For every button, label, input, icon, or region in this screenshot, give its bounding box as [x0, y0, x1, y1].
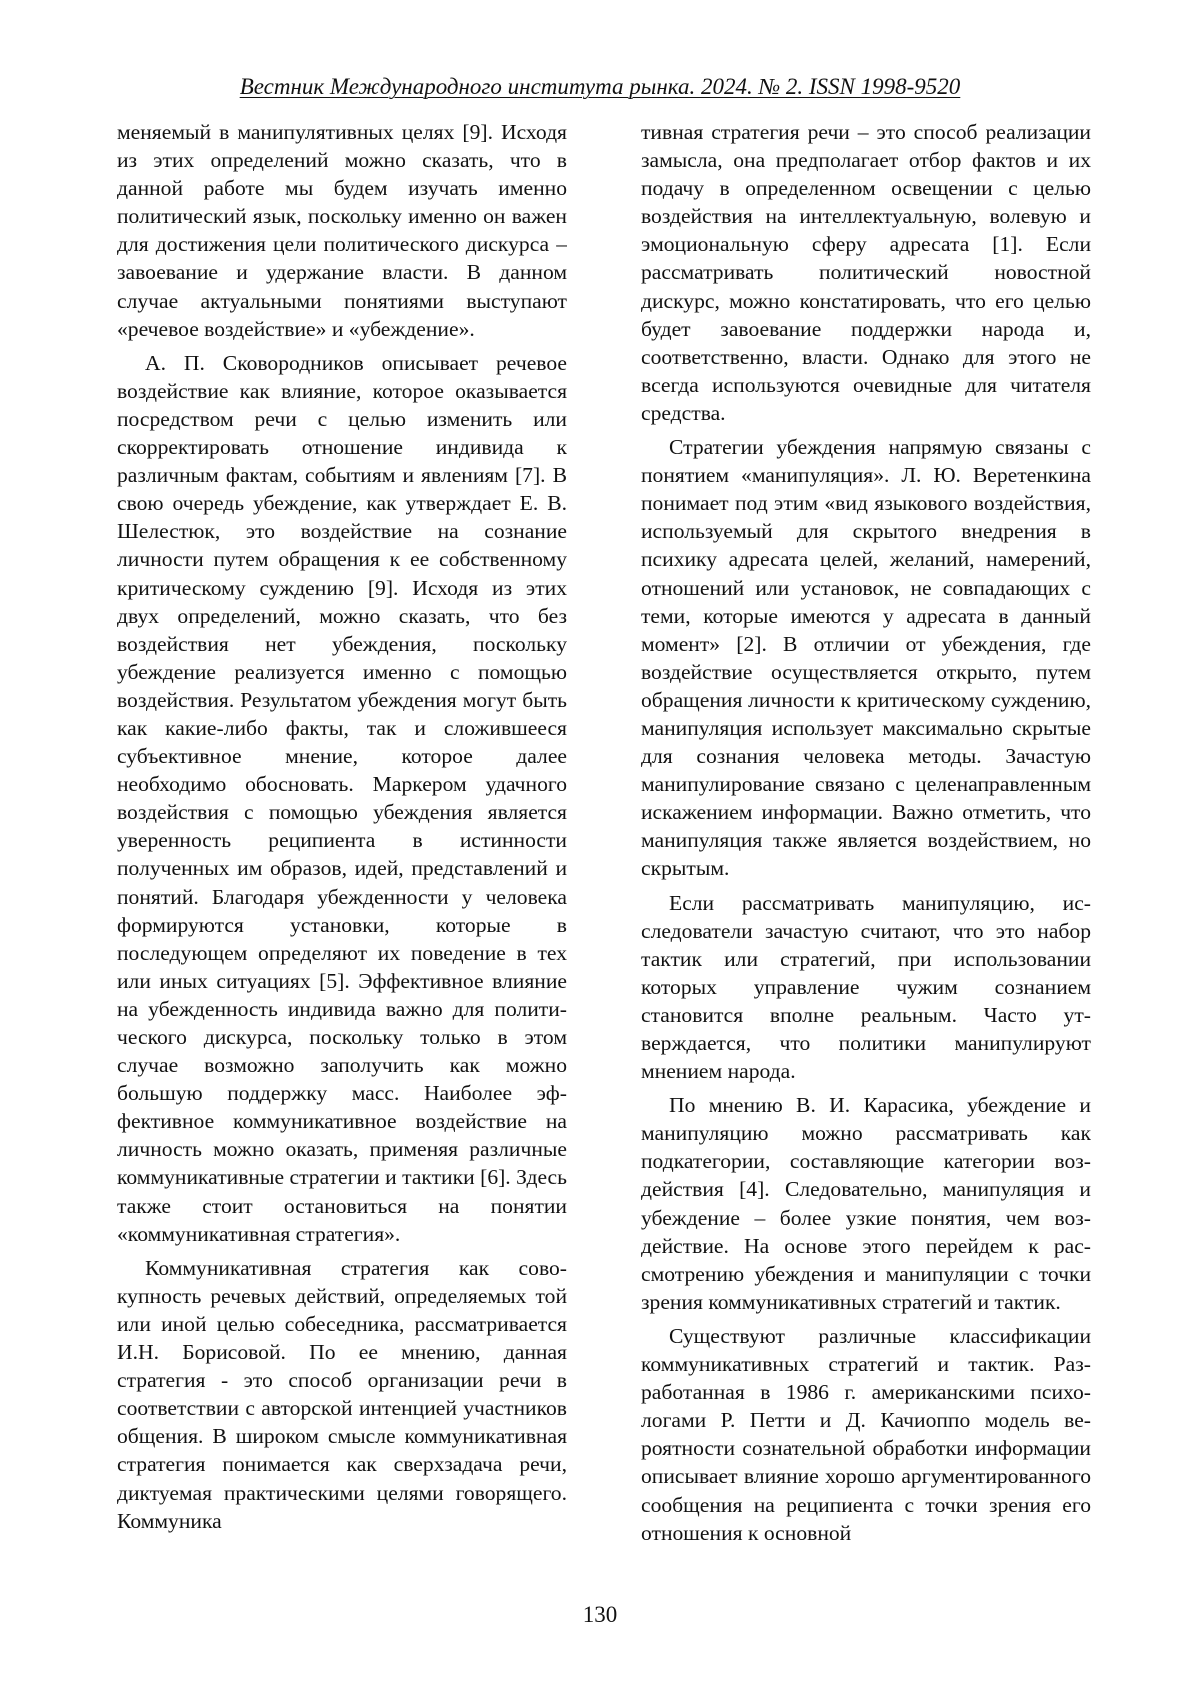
- paragraph: По мнению В. И. Карасика, убеждение и манипуляцию можно рассматривать как подкатегории, составляющие категории воздействия [4]. Следовательно, манипуляция и убеждение – более узкие понятия, чем воздействие. На основе этого перейдем к рассмотрению убеждения и манипуляции с точки зрения коммуникативных стратегий и тактик.: [641, 1093, 1091, 1314]
- right-column: [641, 118, 1091, 1578]
- paragraph: тивная стратегия речи – это способ реализации замысла, она предполагает отбор фактов и их подачу в определенном освещении с целью воздействия на интеллектуальную, волевую и эмоциональную сферу адресата [1]. Если рассматривать политический новостной дискурс, можно констатировать, что его целью будет завоевание поддержки народа и, соответственно, власти. Однако для этого не всегда используются очевидные для читателя средства.: [641, 120, 1091, 425]
- paragraph: Стратегии убеждения напрямую связаны с понятием «манипуляция». Л. Ю. Веретенкина понимает под этим «вид языкового воздействия, используемый для скрытого внедрения в психику адресата целей, желаний, намерений, отношений или установок, не совпадающих с теми, которые имеются у адресата в данный момент» [2]. В отличии от убеждения, где воздействие осуществляется открыто, путем обращения личности к критическому суждению, манипуляция использует максимально скрытые для сознания человека методы. Зачастую манипулирование связано с целенаправленным искажением информации. Важно отметить, что манипуляция также является воздействием, но скрытым.: [641, 435, 1091, 881]
- left-column: [117, 118, 567, 1578]
- paragraph: Существуют различные классификации коммуникативных стратегий и тактик. Разработанная в 1986 г. американскими психологами Р. Петти и Д. Качиоппо модель вероятности сознательной обработки информации описывает влияние хорошо аргументированного сообщения на реципиента с точки зрения его отношения к основной: [641, 1323, 1091, 1545]
- paragraph: Коммуникативная стратегия как совокупность речевых действий, определяемых той или иной целью собеседника, рассматривается И.Н. Борисовой. По ее мнению, данная стратегия - это способ организации речи в соответствии с авторской интенцией участников общения. В широком смысле коммуникативная стратегия понимается как сверхзадача речи, диктуемая практическими целями говорящего. Коммуника: [117, 1255, 567, 1533]
- paragraph: меняемый в манипулятивных целях [9]. Исходя из этих определений можно сказать, что в данной работе мы будем изучать именно политический язык, поскольку именно он важен для достижения цели политического дискурса – завоевание и удержание власти. В данном случае актуальными понятиями выступают «речевое воздействие» и «убеждение».: [117, 120, 567, 341]
- journal-header: Вестник Международного института рынка. 2024. № 2. ISSN 1998-9520: [239, 74, 961, 99]
- paragraph: А. П. Сковородников описывает речевое воздействие как влияние, которое оказывается посредством речи с целью изменить или скорректировать отношение индивида к различным фактам, событиям и явлениям [7]. В свою очередь убеждение, как утверждает Е. В. Шелестюк, это воздействие на сознание личности путем обращения к ее собственному критическому суждению [9]. Исходя из этих двух определений, можно сказать, что без воздействия нет убеждения, поскольку убеждение реализуется именно с помощью воздействия. Результатом убеждения могут быть как какие-либо факты, так и сложившееся субъективное мнение, которое далее необходимо обосновать. Маркером удачного воздействия с помощью убеждения является уверенность реципиента в истинности полученных им образов, идей, представлений и понятий. Благодаря убежденности у человека формируются установки, которые в последующем определяют их поведение в тех или иных ситуациях [5]. Эффективное влияние на убежденность индивида важно для политического дискурса, поскольку только в этом случае возможно заполучить как можно большую поддержку масс. Наиболее эффективное коммуникативное воздействие на личность можно оказать, применяя различные коммуникативные стратегии и тактики [6]. Здесь также стоит остановиться на понятии «коммуникативная стратегия».: [117, 350, 567, 1246]
- page-number: 130: [582, 1602, 618, 1627]
- paragraph: Если рассматривать манипуляцию, исследователи зачастую считают, что это набор тактик или стратегий, при использовании которых управление чужим сознанием становится вполне реальным. Часто утверждается, что политики манипулируют мнением народа.: [641, 890, 1091, 1084]
